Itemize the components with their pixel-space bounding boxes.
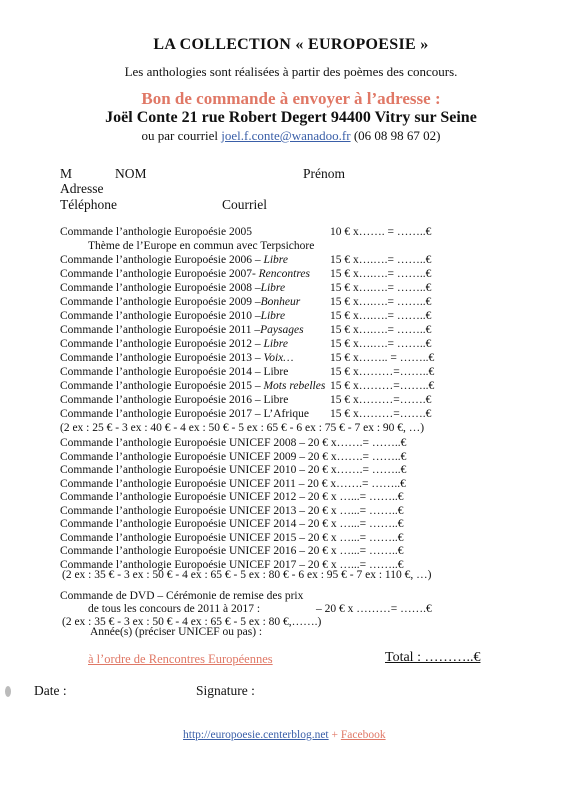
unicef-pricing-note: (2 ex : 35 € - 3 ex : 50 € - 4 ex : 65 € - 5 ex : 80 € - 6 ex : 95 € - 7 ex : 110 €, …)	[62, 569, 432, 581]
order-price[interactable]: 15 € x….….= ……..€	[330, 254, 432, 266]
order-price-2005[interactable]: 10 € x……. = ……..€	[330, 226, 432, 238]
dvd-line-2: de tous les concours de 2011 à 2017 :	[88, 603, 261, 615]
order-price[interactable]: 15 € x….….= ……..€	[330, 310, 432, 322]
dvd-line-1: Commande de DVD – Cérémonie de remise des prix	[60, 590, 304, 602]
footer-links	[183, 729, 386, 741]
unicef-item[interactable]: Commande l’anthologie Europoésie UNICEF 2010 – 20 € x…….= ……..€	[60, 464, 407, 476]
order-item: Commande l’anthologie Europoésie 2009 –Bonheur	[60, 296, 301, 308]
order-price[interactable]: 15 € x………=……..€	[330, 366, 435, 378]
pricing-note: (2 ex : 25 € - 3 ex : 40 € - 4 ex : 50 € - 5 ex : 65 € - 6 ex : 75 € - 7 ex : 90 €, …)	[60, 422, 425, 434]
order-item: Commande l’anthologie Europoésie 2006 – Libre	[60, 254, 288, 266]
field-adresse[interactable]: Adresse	[60, 181, 104, 196]
dvd-price[interactable]: – 20 € x ………= …….€	[316, 603, 432, 615]
order-item: Commande l’anthologie Europoésie 2015 – Mots rebelles	[60, 380, 326, 392]
unicef-item[interactable]: Commande l’anthologie Europoésie UNICEF 2017 – 20 € x …...= ……..€	[60, 558, 404, 571]
total-field[interactable]: Total : ………..€	[385, 650, 481, 665]
order-item: Commande l’anthologie Europoésie 2017 – L’Afrique	[60, 408, 310, 420]
date-field[interactable]: Date :	[34, 683, 67, 698]
order-price[interactable]: 15 € x….….= ……..€	[330, 324, 432, 336]
contact-prefix: ou par courriel	[141, 128, 219, 143]
order-price[interactable]: 15 € x….….= ……..€	[330, 282, 432, 294]
payable-to: à l’ordre de Rencontres Européennes	[88, 652, 273, 666]
unicef-item[interactable]: Commande l’anthologie Europoésie UNICEF 2008 – 20 € x…….= ……..€	[60, 437, 407, 449]
unicef-item[interactable]: Commande l’anthologie Europoésie UNICEF 2016 – 20 € x …...= ……..€	[60, 545, 404, 557]
email-link[interactable]: joel.f.conte@wanadoo.fr	[221, 128, 351, 143]
order-price[interactable]: 15 € x………=…….€	[330, 394, 432, 406]
subtitle: Les anthologies sont réalisées à partir des poèmes des concours.	[124, 64, 458, 79]
field-courriel[interactable]: Courriel	[222, 197, 267, 212]
unicef-item[interactable]: Commande l’anthologie Europoésie UNICEF 2009 – 20 € x…….= ……..€	[60, 450, 407, 463]
field-prenom[interactable]: Prénom	[303, 166, 345, 181]
blog-link[interactable]: http://europoesie.centerblog.net	[183, 729, 329, 741]
order-price[interactable]: 15 € x………=…….€	[330, 408, 432, 420]
order-item: Commande l’anthologie Europoésie 2008 –Libre	[60, 282, 286, 294]
order-item: Commande l’anthologie Europoésie 2011 –Paysages	[60, 324, 304, 336]
order-item: Commande l’anthologie Europoésie 2010 –Libre	[60, 310, 286, 322]
signature-field[interactable]: Signature :	[196, 683, 255, 698]
scan-mark	[5, 686, 11, 697]
unicef-item[interactable]: Commande l’anthologie Europoésie UNICEF 2014 – 20 € x …...= ……..€	[60, 518, 404, 530]
order-item: Commande l’anthologie Europoésie 2016 – Libre	[60, 394, 289, 406]
unicef-item[interactable]: Commande l’anthologie Europoésie UNICEF 2011 – 20 € x…….= ……..€	[60, 477, 406, 490]
order-item: Commande l’anthologie Europoésie 2014 – Libre	[60, 366, 289, 378]
order-price[interactable]: 15 € x….….= ……..€	[330, 296, 432, 308]
page-title: LA COLLECTION « EUROPOESIE »	[153, 36, 429, 53]
facebook-link[interactable]: Facebook	[340, 729, 386, 741]
postal-address: Joël Conte 21 rue Robert Degert 94400 Vitry sur Seine	[105, 109, 477, 126]
years-note[interactable]: Année(s) (préciser UNICEF ou pas) :	[90, 626, 263, 638]
theme-note: Thème de l’Europe en commun avec Terpsichore	[88, 240, 315, 252]
unicef-item[interactable]: Commande l’anthologie Europoésie UNICEF 2013 – 20 € x …...= ……..€	[60, 504, 404, 517]
order-item: Commande l’anthologie Europoésie 2007- Rencontres	[60, 268, 310, 280]
unicef-item[interactable]: Commande l’anthologie Europoésie UNICEF 2012 – 20 € x …...= ……..€	[60, 491, 404, 503]
phone-number: (06 08 98 67 02)	[353, 128, 441, 143]
dvd-pricing-note: (2 ex : 35 € - 3 ex : 50 € - 4 ex : 65 € - 5 ex : 80 €,…….)	[62, 616, 322, 628]
contact-line	[0, 128, 582, 144]
order-price[interactable]: 15 € x………=……..€	[330, 380, 435, 392]
field-nom[interactable]: NOM	[115, 166, 147, 181]
unicef-item[interactable]: Commande l’anthologie Europoésie UNICEF 2015 – 20 € x …...= ……..€	[60, 531, 404, 544]
order-item: Commande l’anthologie Europoésie 2013 – Voix…	[60, 352, 294, 364]
order-price[interactable]: 15 € x….….= ……..€	[330, 268, 432, 280]
order-price[interactable]: 15 € x…….. = ……..€	[330, 352, 435, 364]
order-price[interactable]: 15 € x….….= ……..€	[330, 338, 432, 350]
order-item: Commande l’anthologie Europoésie 2012 – Libre	[60, 338, 288, 350]
order-item-2005: Commande l’anthologie Europoésie 2005	[60, 226, 252, 238]
field-m[interactable]: M	[60, 166, 73, 181]
order-heading: Bon de commande à envoyer à l’adresse :	[141, 89, 441, 108]
plus-sign: +	[328, 729, 341, 741]
field-telephone[interactable]: Téléphone	[60, 197, 117, 212]
